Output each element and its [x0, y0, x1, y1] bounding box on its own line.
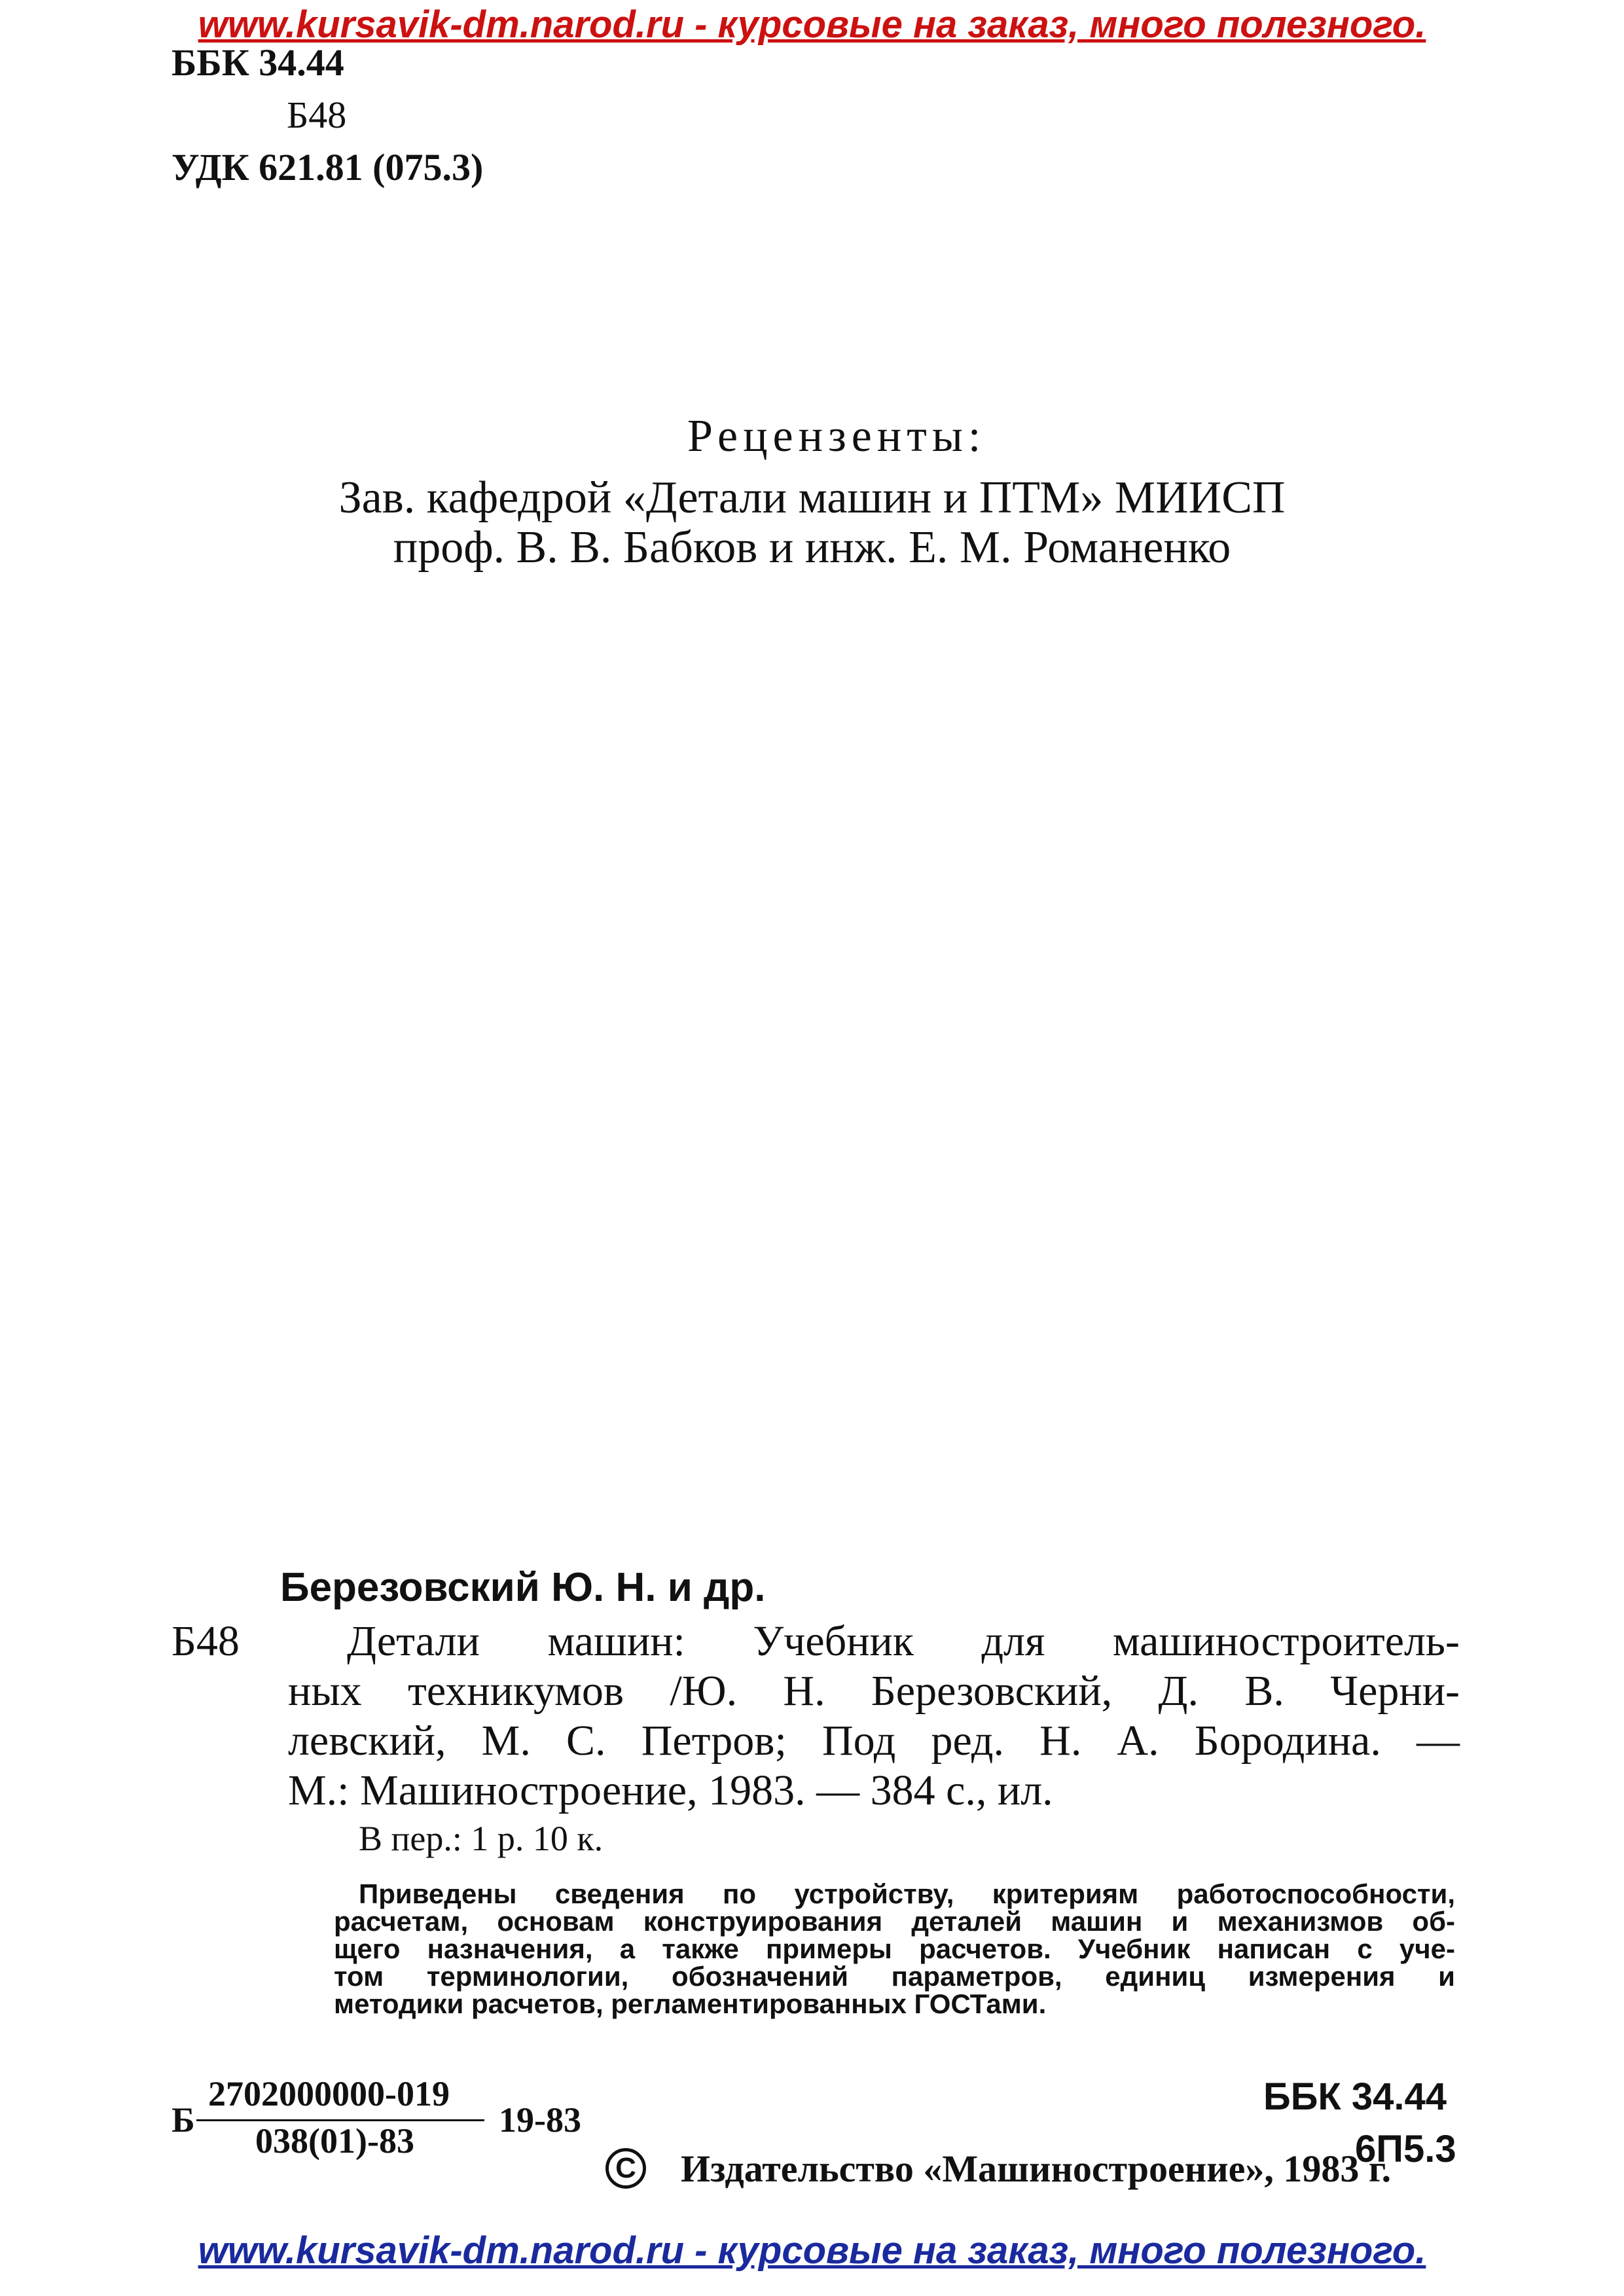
udk-code: УДК 621.81 (075.3) — [171, 146, 484, 188]
publisher-copyright: Издательство «Машиностроение», 1983 г. — [681, 2147, 1392, 2190]
abstract-line: Приведены сведения по устройству, критериям работоспособности, — [359, 1878, 1455, 1909]
reviewers-heading: Рецензенты: — [687, 411, 986, 461]
watermark-bottom[interactable]: www.kursavik-dm.narod.ru - курсовые на заказ, много полезного. — [198, 2229, 1426, 2272]
index-denominator: 038(01)-83 — [255, 2121, 414, 2161]
description-line: ных техникумов /Ю. Н. Березовский, Д. В. Черни- — [288, 1667, 1460, 1715]
bibliographic-code: Б48 — [171, 1617, 240, 1665]
copyright-icon: C — [605, 2148, 646, 2189]
abstract-line: расчетам, основам конструирования деталей машин и механизмов об- — [334, 1906, 1455, 1937]
index-numerator: 2702000000-019 — [208, 2074, 450, 2113]
index-bbk: ББК 34.44 — [1263, 2075, 1447, 2118]
reviewers-line-1: Зав. кафедрой «Детали машин и ПТМ» МИИСП — [338, 473, 1286, 523]
description-line: левский, М. С. Петров; Под ред. Н. А. Бородина. — — [288, 1717, 1460, 1765]
abstract-line: том терминологии, обозначений параметров, единиц измерения и — [334, 1961, 1455, 1992]
description-line: М.: Машиностроение, 1983. — 384 с., ил. — [288, 1767, 1053, 1814]
bbk-code: ББК 34.44 — [171, 41, 344, 84]
author-mark: Б48 — [287, 94, 347, 136]
abstract-line: щего назначения, а также примеры расчетов. Учебник написан с уче- — [334, 1933, 1455, 1964]
reviewers-line-2: проф. В. В. Бабков и инж. Е. М. Романенко — [393, 522, 1231, 573]
index-letter: Б — [171, 2100, 195, 2140]
abstract-line: методики расчетов, регламентированных ГОСТами. — [334, 1988, 1047, 2019]
index-suffix: 19-83 — [499, 2100, 581, 2140]
price: В пер.: 1 р. 10 к. — [359, 1819, 604, 1858]
description-line: Детали машин: Учебник для машиностроитель- — [347, 1617, 1460, 1665]
book-author: Березовский Ю. Н. и др. — [280, 1565, 766, 1610]
watermark-top[interactable]: www.kursavik-dm.narod.ru - курсовые на заказ, много полезного. — [198, 3, 1426, 46]
index-bbk-sub: 6П5.3 — [1355, 2128, 1456, 2170]
